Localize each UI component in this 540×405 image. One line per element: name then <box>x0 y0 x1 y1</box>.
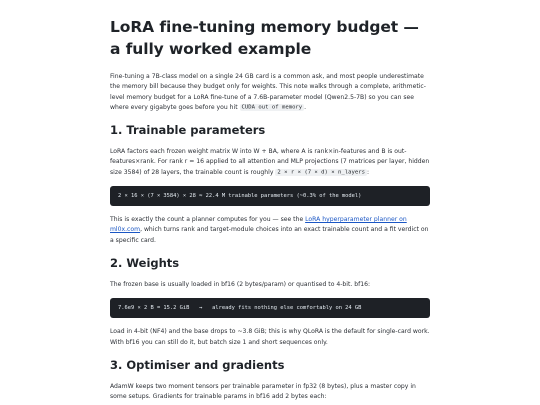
intro-text-end: . <box>304 103 307 111</box>
page-title: LoRA fine-tuning memory budget — a fully worked example <box>110 18 419 58</box>
section-heading-optimiser-gradients: 3. Optimiser and gradients <box>110 357 285 372</box>
weights-paragraph: The frozen base is usually loaded in bf16 (2 bytes/param) or quantised to 4-bit. bf16: <box>110 280 371 288</box>
optimiser-paragraph: AdamW keeps two moment tensors per trainable parameter in fp32 (8 bytes), plus a master copy in some setups. Gradients for trainable params in bf16 add 2 bytes each: <box>110 382 416 401</box>
planner-text: This is exactly the count a planner computes for you — see the <box>110 216 306 224</box>
trainable-params-text: LoRA factors each frozen weight matrix W into W + BA, where A is rank×in-features and B is out-features×rank. For rank r = 16 applied to all attention and MLP projections (7 matrices per layer, hidden size 3584) of 28 layers, the trainable count is roughly <box>110 148 430 176</box>
trainable-params-text-end: : <box>366 168 370 176</box>
code-block-bf16-weights[interactable] <box>110 298 430 318</box>
qlora-paragraph: Load in 4-bit (NF4) and the base drops to ~3.8 GiB; this is why QLoRA is the default for single-card work. With bf16 you can still do it, but batch size 1 and short sequences only. <box>110 328 430 346</box>
planner-text-end: , which turns rank and target-module choices into an exact trainable count and a fit verdict on a specific card. <box>110 226 429 244</box>
intro-paragraph <box>110 72 430 113</box>
inline-code-formula: 2 × r × (7 × d) × n_layers <box>277 169 365 176</box>
planner-paragraph <box>110 215 430 246</box>
trainable-params-paragraph <box>110 147 430 178</box>
intro-text: Fine-tuning a 7B-class model on a single 24 GB card is a common ask, and most people underestimate the memory bill because they budget only for weights. This note walks through a complete, arithmetic-level memory budget for a LoRA fine-tune of a 7.6B-parameter model (Qwen2.5-7B) so you can see where every gigabyte goes before you hit <box>110 73 426 111</box>
inline-code-cuda-oom: CUDA out of memory <box>241 104 303 111</box>
article <box>110 0 430 402</box>
section-heading-weights: 2. Weights <box>110 255 180 270</box>
code-line: 2 × 16 × (7 × 3584) × 28 ≈ 22.4 M trainable parameters (~0.3% of the model) <box>118 193 362 200</box>
planner-link[interactable]: LoRA hyperparameter planner on ml0x.com <box>110 216 407 234</box>
code-line: 7.6e9 × 2 B = 15.2 GiB → already fits nothing else comfortably on 24 GB <box>118 305 362 312</box>
section-heading-trainable-parameters: 1. Trainable parameters <box>110 123 266 138</box>
code-block-trainable-count[interactable] <box>110 186 430 206</box>
